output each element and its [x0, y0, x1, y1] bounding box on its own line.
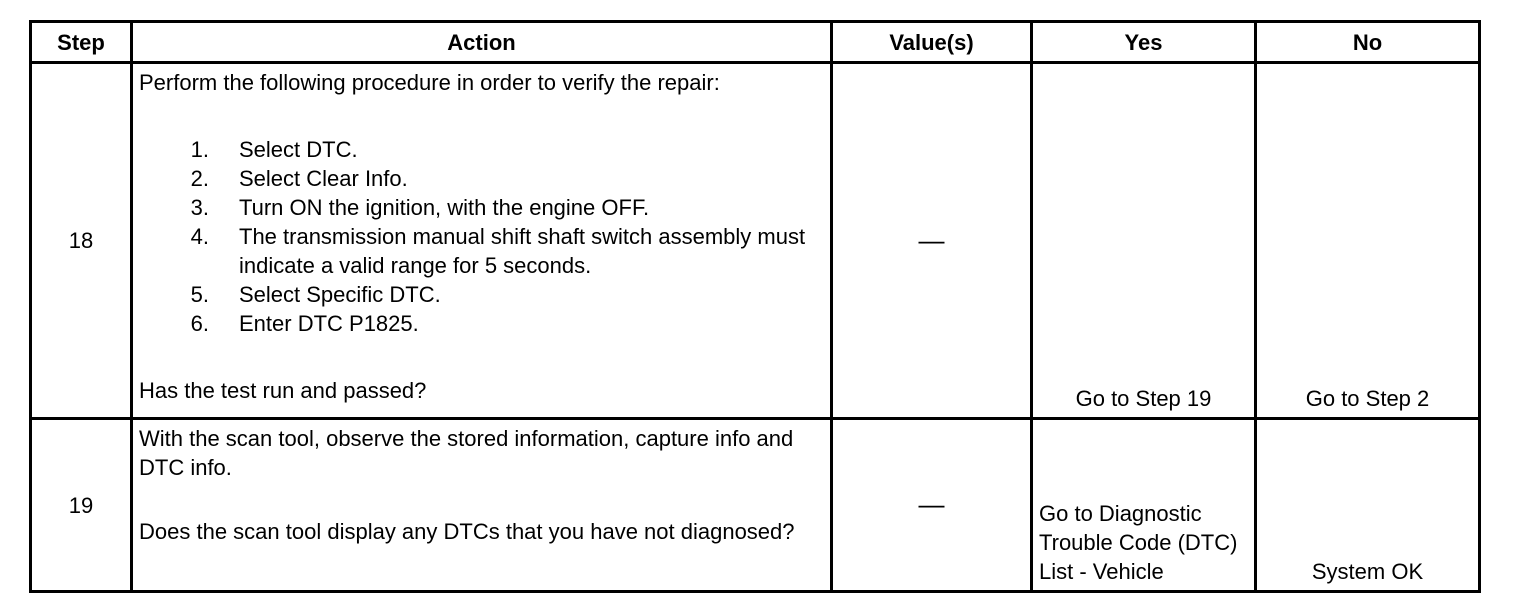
- value-dash: —: [918, 224, 945, 255]
- value-dash: —: [918, 489, 945, 519]
- action-question: Has the test run and passed?: [139, 378, 427, 403]
- header-no: No: [1256, 22, 1480, 63]
- header-step: Step: [31, 22, 132, 63]
- step-number: 19: [31, 419, 132, 592]
- table-row: [31, 63, 1480, 419]
- list-item: [139, 135, 822, 164]
- list-item-text: Select Specific DTC.: [239, 282, 441, 307]
- list-item: [139, 309, 822, 338]
- value-cell: [832, 419, 1032, 592]
- procedure-list: [139, 135, 822, 338]
- table-header-row: [31, 22, 1480, 63]
- diagnostic-table-container: [29, 20, 1481, 593]
- no-cell: System OK: [1256, 419, 1480, 592]
- list-item: [139, 222, 822, 280]
- list-item: [139, 280, 822, 309]
- header-yes: Yes: [1032, 22, 1256, 63]
- value-cell: [832, 63, 1032, 419]
- list-item-number: 2.: [190, 166, 209, 191]
- action-cell: [132, 419, 832, 592]
- list-item-number: 5.: [190, 282, 209, 307]
- action-cell: [132, 63, 832, 419]
- action-intro: Perform the following procedure in order to verify the repair:: [139, 70, 720, 95]
- list-item-text: Enter DTC P1825.: [239, 311, 419, 336]
- list-item-text: Turn ON the ignition, with the engine OFF.: [239, 195, 650, 220]
- list-item-text: Select DTC.: [239, 137, 358, 162]
- list-item: [139, 164, 822, 193]
- list-item-text: Select Clear Info.: [239, 166, 408, 191]
- step-number: 18: [31, 63, 132, 419]
- list-item: [139, 193, 822, 222]
- no-cell: Go to Step 2: [1256, 63, 1480, 419]
- list-item-number: 1.: [190, 137, 209, 162]
- action-question: Does the scan tool display any DTCs that you have not diagnosed?: [139, 519, 795, 544]
- list-item-text: The transmission manual shift shaft switch assembly must indicate a valid range for 5 seconds.: [239, 224, 806, 278]
- yes-cell: Go to Diagnostic Trouble Code (DTC) List - Vehicle: [1032, 419, 1256, 592]
- action-intro: With the scan tool, observe the stored information, capture info and DTC info.: [139, 426, 794, 480]
- list-item-number: 4.: [190, 224, 209, 249]
- header-values: Value(s): [832, 22, 1032, 63]
- yes-cell: Go to Step 19: [1032, 63, 1256, 419]
- diagnostic-table: [29, 20, 1481, 593]
- list-item-number: 3.: [190, 195, 209, 220]
- table-row: [31, 419, 1480, 592]
- header-action: Action: [132, 22, 832, 63]
- list-item-number: 6.: [190, 311, 209, 336]
